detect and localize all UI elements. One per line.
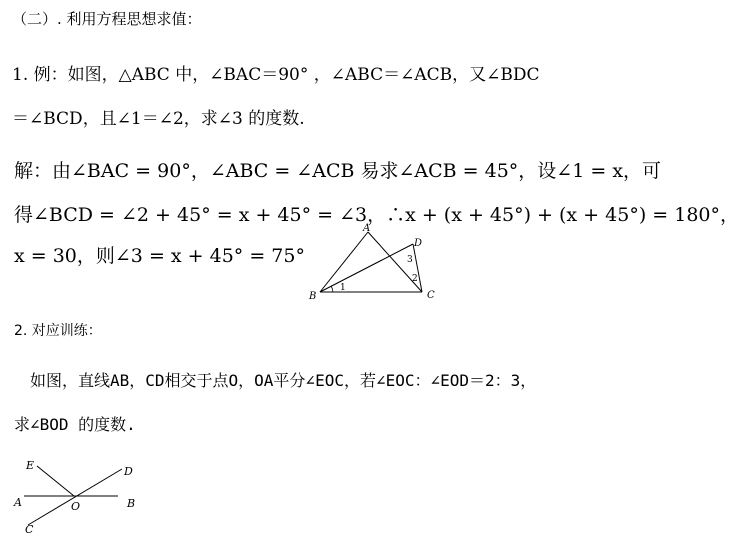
point-label-b: B — [127, 497, 136, 510]
point-label-c: C — [25, 523, 34, 536]
point-label-e: E — [26, 459, 35, 472]
solution-line-3: x = 30，则∠3 = x + 45° = 75° — [14, 245, 305, 267]
section-title: （二）. 利用方程思想求值： — [12, 10, 202, 28]
section-2-title: 2. 对应训练： — [14, 323, 102, 339]
triangle-figure — [300, 220, 450, 310]
intersecting-lines-figure — [10, 452, 150, 536]
point-label-a: A — [14, 496, 22, 509]
vertex-label-c: C — [427, 290, 435, 301]
segment-bd — [320, 244, 413, 292]
example-text-line-1: 1. 例：如图，△ABC 中，∠BAC＝90° ，∠ABC＝∠ACB，又∠BDC — [12, 65, 540, 85]
solution-line-1: 解：由∠BAC = 90°，∠ABC = ∠ACB 易求∠ACB = 45°，设∠1 = x，可 — [14, 160, 662, 182]
vertex-label-b: B — [309, 291, 317, 302]
vertex-label-a: A — [363, 223, 371, 234]
vertex-label-d: D — [414, 238, 423, 249]
angle-label-3: 3 — [407, 255, 413, 265]
angle-1-arc — [331, 286, 333, 292]
angle-label-1: 1 — [340, 283, 346, 293]
point-label-d: D — [124, 465, 133, 478]
example-text-line-2: ＝∠BCD，且∠1＝∠2，求∠3 的度数. — [12, 109, 305, 129]
segment-dc — [413, 244, 422, 292]
problem-line-2: 求∠BOD 的度数. — [14, 415, 136, 434]
ray-oe — [37, 466, 74, 496]
angle-label-2: 2 — [412, 274, 418, 284]
solution-line-2: 得∠BCD = ∠2 + 45° = x + 45° = ∠3，∴x + (x + 45°) + (x + 45°) = 180°， — [14, 204, 739, 226]
line-cd — [28, 469, 122, 525]
point-label-o: O — [71, 500, 81, 513]
problem-line-1: 如图，直线AB，CD相交于点O，OA平分∠EOC，若∠EOC：∠EOD＝2：3， — [30, 371, 537, 390]
